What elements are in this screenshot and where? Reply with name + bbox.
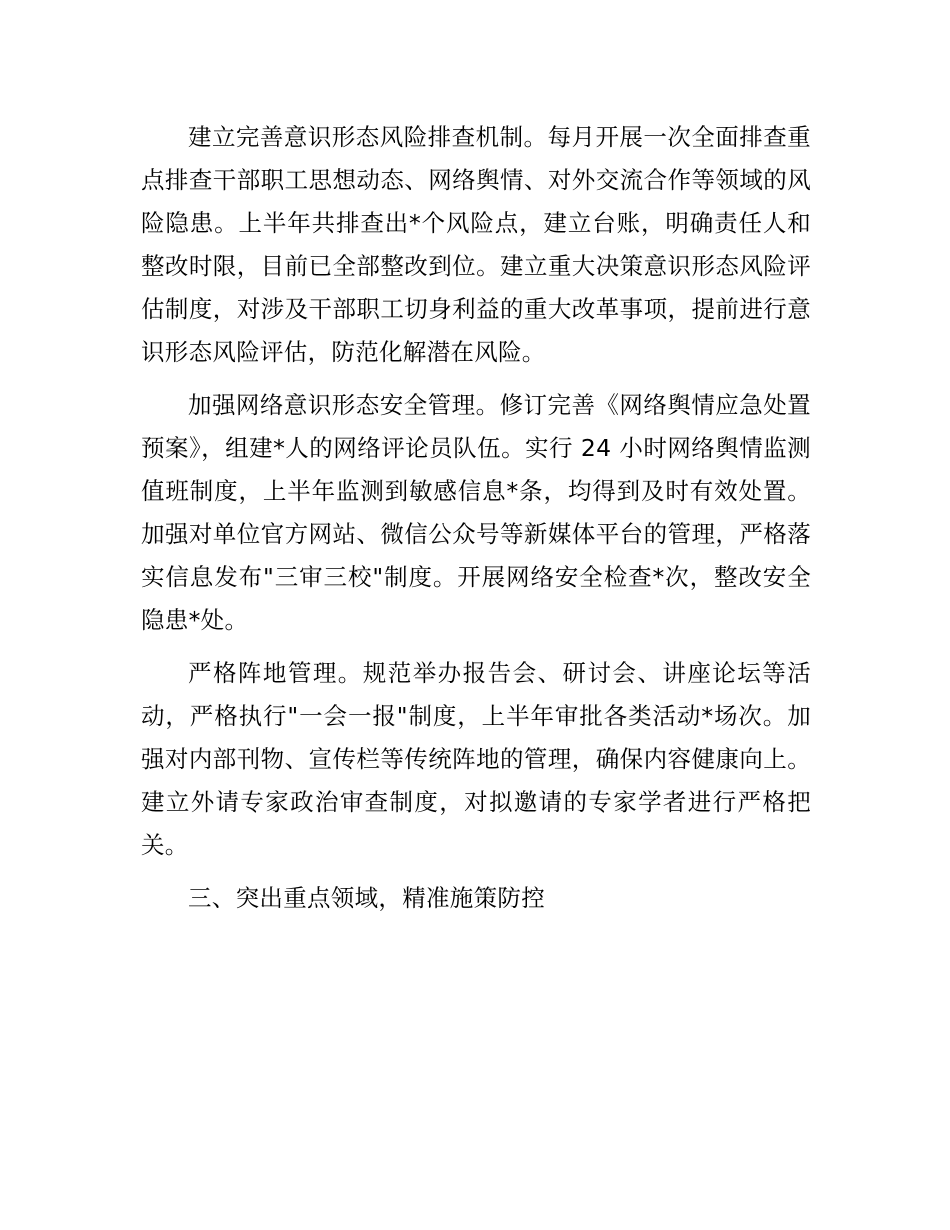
document-body bbox=[141, 116, 811, 920]
paragraph-risk-screening: 建立完善意识形态风险排查机制。每月开展一次全面排查重点排查干部职工思想动态、网络舆情、对外交流合作等领域的风险隐患。上半年共排查出*个风险点，建立台账，明确责任人和整改时限，目前已全部整改到位。建立重大决策意识形态风险评估制度，对涉及干部职工切身利益的重大改革事项，提前进行意识形态风险评估，防范化解潜在风险。 bbox=[141, 123, 811, 366]
paragraph-position-management: 严格阵地管理。规范举办报告会、研讨会、讲座论坛等活动，严格执行"一会一报"制度，上半年审批各类活动*场次。加强对内部刊物、宣传栏等传统阵地的管理，确保内容健康向上。建立外请专家政治审查制度，对拟邀请的专家学者进行严格把关。 bbox=[141, 659, 811, 859]
paragraph-network-security: 加强网络意识形态安全管理。修订完善《网络舆情应急处置预案》，组建*人的网络评论员队伍。实行 24 小时网络舆情监测值班制度，上半年监测到敏感信息*条，均得到及时有效处置。加强对单位官方网站、微信公众号等新媒体平台的管理，严格落实信息发布"三审三校"制度。开展网络安全检查*次，整改安全隐患*处。 bbox=[141, 391, 811, 634]
section-heading: 三、突出重点领域，精准施策防控 bbox=[188, 884, 545, 912]
